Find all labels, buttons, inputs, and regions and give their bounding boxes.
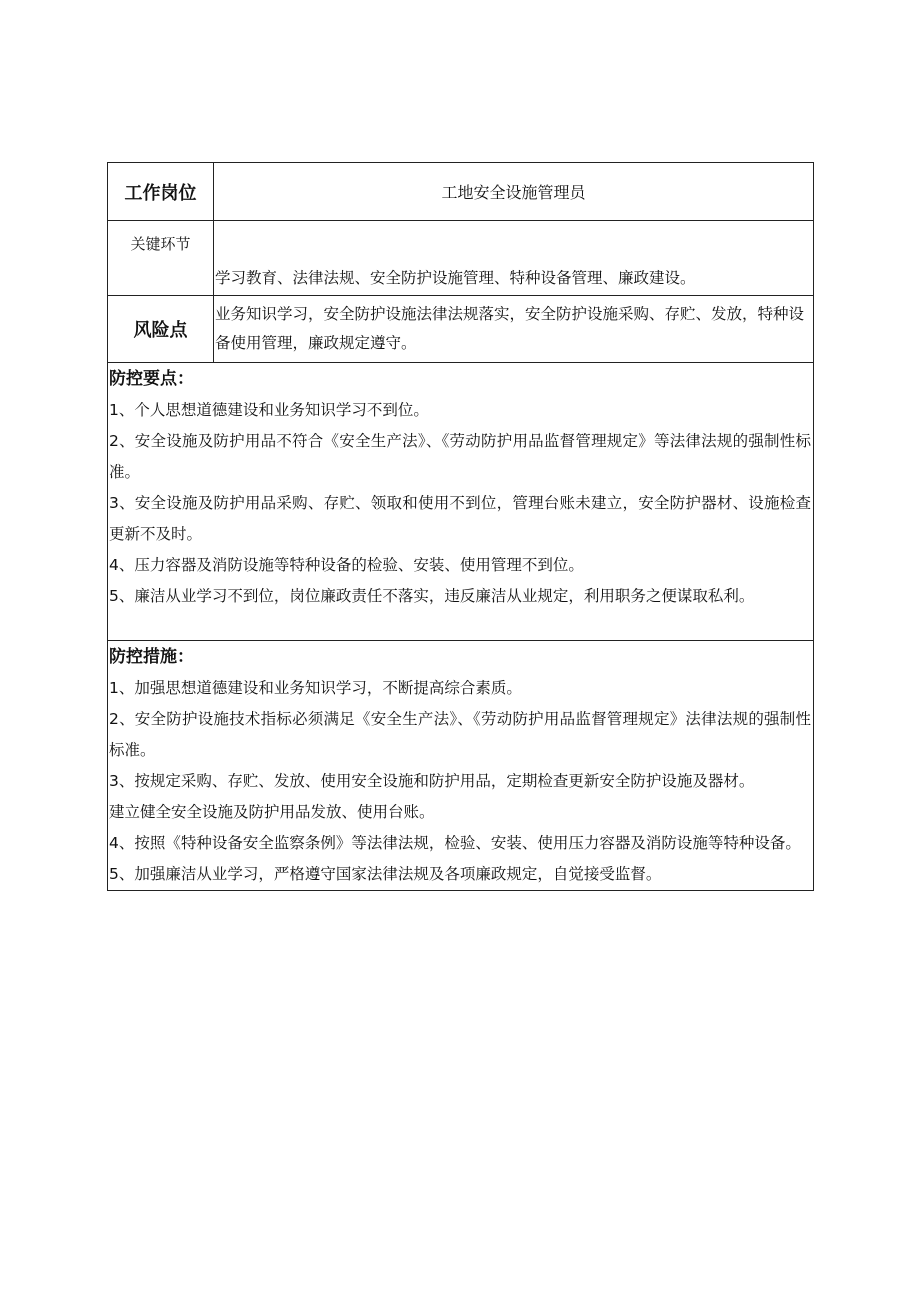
key-link-row — [108, 221, 814, 296]
control-point-item: 1、个人思想道德建设和业务知识学习不到位。 — [109, 401, 429, 419]
post-risk-table — [107, 162, 814, 891]
control-measure-item: 2、安全防护设施技术指标必须满足《安全生产法》、《劳动防护用品监督管理规定》法律法规的强制性标准。 — [109, 710, 811, 759]
control-measures-row — [108, 641, 814, 891]
control-points-title: 防控要点： — [109, 369, 194, 389]
control-measure-item: 4、按照《特种设备安全监察条例》等法律法规，检验、安装、使用压力容器及消防设施等特种设备。 — [109, 834, 801, 852]
risk-row — [108, 296, 814, 363]
key-link-value: 学习教育、法律法规、安全防护设施管理、特种设备管理、廉政建设。 — [214, 221, 814, 296]
control-point-item: 5、廉洁从业学习不到位，岗位廉政责任不落实，违反廉洁从业规定，利用职务之便谋取私利。 — [109, 587, 755, 605]
control-points-content — [109, 364, 811, 640]
control-measures-title: 防控措施： — [109, 647, 194, 667]
control-points-section — [108, 363, 814, 641]
post-row — [108, 163, 814, 221]
risk-label: 风险点 — [108, 296, 214, 363]
post-label: 工作岗位 — [108, 163, 214, 221]
control-point-item: 2、安全设施及防护用品不符合《安全生产法》、《劳动防护用品监督管理规定》等法律法规的强制性标准。 — [109, 432, 811, 481]
control-measure-item: 3、按规定采购、存贮、发放、使用安全设施和防护用品，定期检查更新安全防护设施及器材。 — [109, 772, 755, 790]
risk-value: 业务知识学习，安全防护设施法律法规落实，安全防护设施采购、存贮、发放，特种设备使用管理，廉政规定遵守。 — [214, 296, 814, 363]
control-points-row — [108, 363, 814, 641]
post-value: 工地安全设施管理员 — [214, 163, 814, 221]
control-measure-item: 5、加强廉洁从业学习，严格遵守国家法律法规及各项廉政规定，自觉接受监督。 — [109, 865, 662, 883]
control-measures-section — [108, 641, 814, 891]
control-measure-item: 1、加强思想道德建设和业务知识学习，不断提高综合素质。 — [109, 679, 522, 697]
key-link-label: 关键环节 — [108, 221, 214, 296]
control-point-item: 3、安全设施及防护用品采购、存贮、领取和使用不到位，管理台账未建立，安全防护器材、设施检查更新不及时。 — [109, 494, 811, 543]
control-measure-item: 建立健全安全设施及防护用品发放、使用台账。 — [109, 803, 435, 821]
control-point-item: 4、压力容器及消防设施等特种设备的检验、安装、使用管理不到位。 — [109, 556, 584, 574]
